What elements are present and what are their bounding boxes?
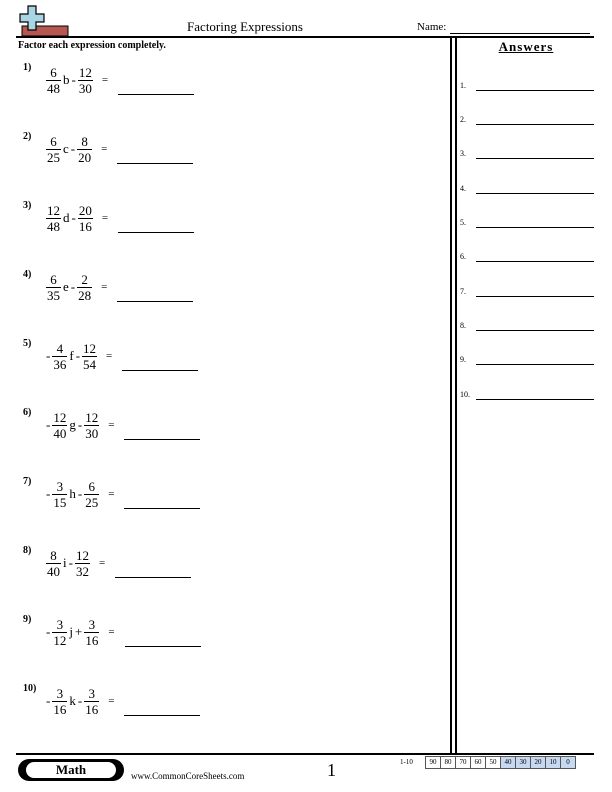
answer-number: 4. <box>460 184 466 193</box>
score-cell: 0 <box>561 756 576 769</box>
answer-line[interactable] <box>476 158 594 159</box>
sign: - <box>46 693 51 708</box>
equals-sign: = <box>106 350 113 362</box>
problem-number: 10) <box>23 683 37 694</box>
answer-row <box>460 114 594 128</box>
name-field[interactable] <box>450 33 590 34</box>
numerator: 12 <box>78 64 92 80</box>
equals-sign: = <box>101 212 109 224</box>
fraction-coefficient <box>46 272 61 303</box>
name-label: Name: <box>417 21 447 33</box>
fraction-constant <box>77 134 92 165</box>
denominator: 15 <box>53 494 67 510</box>
operator: - <box>71 210 76 225</box>
sign: - <box>46 417 51 432</box>
math-badge <box>18 759 124 781</box>
denominator: 25 <box>47 149 60 165</box>
denominator: 16 <box>85 701 99 717</box>
equals-sign: = <box>108 626 115 638</box>
numerator: 20 <box>78 202 92 218</box>
answer-line[interactable] <box>476 399 594 400</box>
answer-row <box>460 217 594 231</box>
answer-blank[interactable] <box>125 634 201 647</box>
operator: - <box>70 279 76 294</box>
answer-blank[interactable] <box>122 358 198 371</box>
answer-blank[interactable] <box>118 220 194 233</box>
sign: - <box>46 348 51 363</box>
math-badge-label: Math <box>26 762 116 778</box>
answers-title: Answers <box>498 39 554 54</box>
operator: - <box>71 72 76 87</box>
numerator: 3 <box>56 616 64 632</box>
answer-row <box>460 80 594 94</box>
footer-divider <box>16 753 594 755</box>
denominator: 28 <box>78 287 92 303</box>
denominator: 54 <box>83 356 97 372</box>
answer-line[interactable] <box>476 261 594 262</box>
numerator: 8 <box>50 547 57 563</box>
variable: j <box>69 624 73 639</box>
instructions: Factor each expression completely. <box>18 40 166 51</box>
answer-number: 3. <box>460 149 466 158</box>
denominator: 48 <box>47 218 60 234</box>
answer-number: 6. <box>460 252 466 261</box>
numerator: 12 <box>75 547 89 563</box>
fraction-coefficient <box>46 548 61 579</box>
equals-sign: = <box>98 557 106 569</box>
answer-number: 7. <box>460 287 466 296</box>
answer-row <box>460 183 594 197</box>
fraction-constant <box>78 203 93 234</box>
denominator: 36 <box>53 356 67 372</box>
operator: - <box>77 486 83 501</box>
denominator: 16 <box>78 218 92 234</box>
variable: b <box>63 72 70 87</box>
operator: - <box>77 693 83 708</box>
website-link[interactable]: www.CommonCoreSheets.com <box>131 771 245 781</box>
operator: - <box>77 417 83 432</box>
problem-number: 5) <box>23 338 32 349</box>
answer-row <box>460 148 594 162</box>
problem-expression <box>45 269 193 305</box>
numerator: 6 <box>50 64 57 80</box>
problem-expression <box>45 407 200 443</box>
answer-line[interactable] <box>476 227 594 228</box>
problem-expression <box>45 614 201 650</box>
problem-expression <box>45 476 200 512</box>
answer-line[interactable] <box>476 124 594 125</box>
fraction-constant <box>84 686 99 717</box>
page-number: 1 <box>327 760 336 780</box>
equals-sign: = <box>108 419 115 431</box>
numerator: 8 <box>81 133 88 149</box>
operator: + <box>74 624 83 639</box>
fraction-constant <box>78 65 93 96</box>
answer-number: 10. <box>460 390 470 399</box>
problem-number: 3) <box>23 200 32 211</box>
denominator: 40 <box>53 425 67 441</box>
denominator: 30 <box>85 425 99 441</box>
operator: - <box>68 555 73 570</box>
denominator: 20 <box>78 149 92 165</box>
denominator: 48 <box>47 80 60 96</box>
answer-blank[interactable] <box>124 496 200 509</box>
numerator: 4 <box>56 340 64 356</box>
score-cell: 10 <box>546 756 561 769</box>
answer-line[interactable] <box>476 90 594 91</box>
answer-line[interactable] <box>476 364 594 365</box>
fraction-constant <box>84 617 99 648</box>
score-range-label: 1-10 <box>400 758 413 766</box>
problem-number: 2) <box>23 131 32 142</box>
problem-expression <box>45 545 191 581</box>
equals-sign: = <box>108 488 115 500</box>
page-title: Factoring Expressions <box>187 19 303 34</box>
numerator: 12 <box>85 409 99 425</box>
numerator: 12 <box>53 409 67 425</box>
fraction-coefficient <box>52 479 67 510</box>
fraction-constant <box>84 479 99 510</box>
answer-blank[interactable] <box>117 151 193 164</box>
equals-sign: = <box>101 281 108 293</box>
problem-number: 1) <box>23 62 32 73</box>
fraction-coefficient <box>52 686 67 717</box>
column-divider <box>455 37 457 754</box>
score-table <box>425 756 576 769</box>
numerator: 6 <box>88 478 95 494</box>
numerator: 3 <box>56 478 64 494</box>
variable: h <box>69 486 76 501</box>
score-cell: 30 <box>516 756 531 769</box>
problem-expression <box>45 131 193 167</box>
problem-number: 8) <box>23 545 32 556</box>
score-cell: 20 <box>531 756 546 769</box>
fraction-coefficient <box>46 134 61 165</box>
column-divider <box>450 37 452 754</box>
problem-number: 9) <box>23 614 32 625</box>
numerator: 6 <box>50 271 57 287</box>
answer-row <box>460 389 594 403</box>
fraction-coefficient <box>52 617 67 648</box>
problem-number: 7) <box>23 476 32 487</box>
equals-sign: = <box>101 143 108 155</box>
answer-line[interactable] <box>476 193 594 194</box>
equals-sign: = <box>108 695 115 707</box>
variable: d <box>63 210 70 225</box>
problem-expression <box>45 338 198 374</box>
answer-line[interactable] <box>476 330 594 331</box>
variable: g <box>69 417 76 432</box>
answer-number: 8. <box>460 321 466 330</box>
fraction-constant <box>84 410 99 441</box>
denominator: 40 <box>47 563 60 579</box>
problem-expression <box>45 62 194 98</box>
fraction-constant <box>77 272 92 303</box>
score-cell: 40 <box>501 756 516 769</box>
answer-line[interactable] <box>476 296 594 297</box>
variable: k <box>69 693 76 708</box>
answer-row <box>460 354 594 368</box>
problem-expression <box>45 683 200 719</box>
numerator: 3 <box>56 685 64 701</box>
fraction-coefficient <box>52 410 67 441</box>
answer-blank[interactable] <box>115 565 191 578</box>
numerator: 3 <box>88 685 95 701</box>
score-cell: 70 <box>456 756 471 769</box>
answer-blank[interactable] <box>117 289 193 302</box>
score-cell: 50 <box>486 756 501 769</box>
problem-number: 4) <box>23 269 32 280</box>
answer-row <box>460 286 594 300</box>
answer-number: 1. <box>460 81 466 90</box>
answer-number: 2. <box>460 115 466 124</box>
problem-expression <box>45 200 194 236</box>
score-cell: 80 <box>441 756 456 769</box>
denominator: 30 <box>78 80 92 96</box>
answer-row <box>460 320 594 334</box>
denominator: 12 <box>53 632 67 648</box>
score-cell: 90 <box>425 756 441 769</box>
operator: - <box>75 348 81 363</box>
fraction-coefficient <box>52 341 67 372</box>
denominator: 25 <box>85 494 99 510</box>
answer-number: 5. <box>460 218 466 227</box>
sign: - <box>46 486 51 501</box>
answer-blank[interactable] <box>124 703 200 716</box>
problem-number: 6) <box>23 407 32 418</box>
denominator: 35 <box>47 287 60 303</box>
fraction-constant <box>75 548 90 579</box>
denominator: 16 <box>85 632 99 648</box>
header-divider <box>16 36 594 38</box>
score-cell: 60 <box>471 756 486 769</box>
answer-row <box>460 251 594 265</box>
denominator: 32 <box>75 563 89 579</box>
numerator: 12 <box>83 340 97 356</box>
equals-sign: = <box>101 74 109 86</box>
numerator: 3 <box>88 616 96 632</box>
numerator: 12 <box>47 202 60 218</box>
variable: i <box>63 555 67 570</box>
fraction-coefficient <box>46 203 61 234</box>
sign: - <box>46 624 51 639</box>
fraction-constant <box>82 341 97 372</box>
numerator: 6 <box>50 133 57 149</box>
fraction-coefficient <box>46 65 61 96</box>
numerator: 2 <box>81 271 88 287</box>
operator: - <box>70 141 76 156</box>
answer-number: 9. <box>460 355 466 364</box>
denominator: 16 <box>53 701 67 717</box>
variable: e <box>63 279 69 294</box>
answer-blank[interactable] <box>124 427 200 440</box>
variable: f <box>69 348 74 363</box>
variable: c <box>63 141 69 156</box>
answer-blank[interactable] <box>118 82 194 95</box>
